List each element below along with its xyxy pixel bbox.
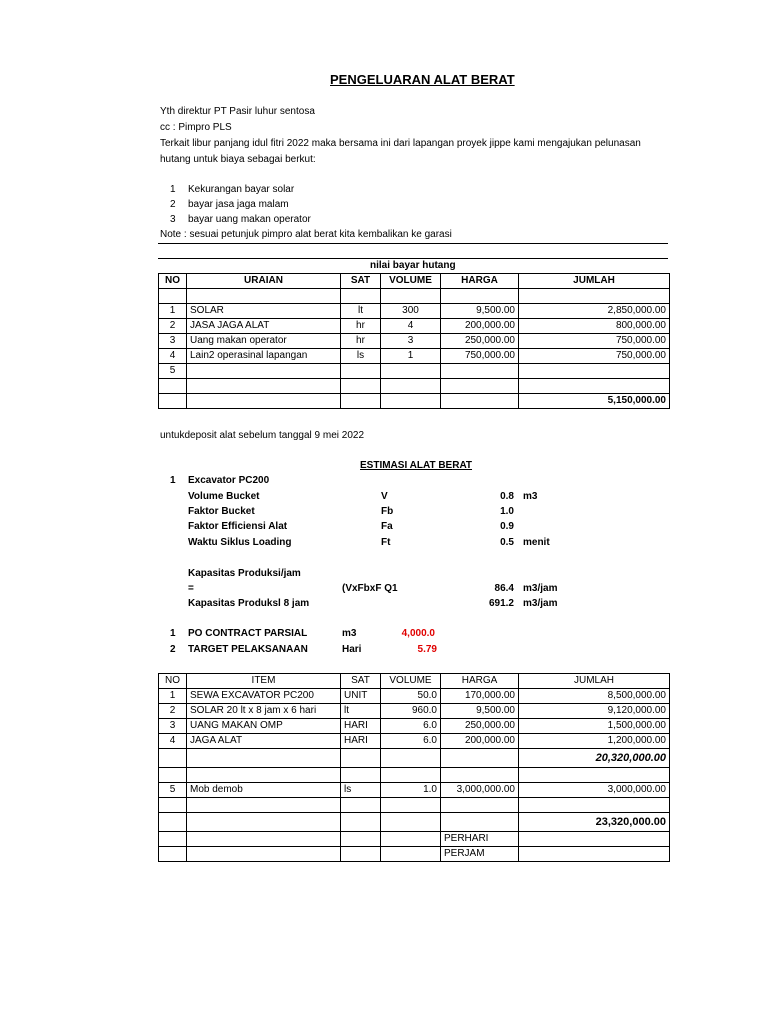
cell-price: 250,000.00 bbox=[441, 334, 519, 349]
cell-volume: 50.0 bbox=[381, 689, 441, 704]
page-title: PENGELUARAN ALAT BERAT bbox=[330, 72, 515, 87]
table-header-row bbox=[159, 674, 670, 689]
divider bbox=[158, 258, 668, 259]
cell-unit: lt bbox=[341, 704, 381, 719]
cell-volume: 6.0 bbox=[381, 734, 441, 749]
capacity-formula: (VxFbxF Q1 bbox=[342, 583, 398, 594]
table-row bbox=[159, 719, 670, 734]
table-row bbox=[159, 349, 670, 364]
table-row bbox=[159, 798, 670, 813]
table-row bbox=[159, 832, 670, 847]
table-row bbox=[159, 289, 670, 304]
cell-price: 200,000.00 bbox=[441, 319, 519, 334]
equipment-number: 1 bbox=[170, 475, 176, 486]
column-header: URAIAN bbox=[187, 274, 341, 289]
cell-volume: 4 bbox=[381, 319, 441, 334]
param-label: Faktor Efficiensi Alat bbox=[188, 521, 288, 532]
list-item-number: 1 bbox=[170, 184, 176, 195]
table-row bbox=[159, 304, 670, 319]
estimate-title: ESTIMASI ALAT BERAT bbox=[360, 460, 473, 471]
cost-table bbox=[158, 673, 670, 862]
letter-body-line2: hutang untuk biaya sebagai berkut: bbox=[160, 154, 316, 165]
cell-no: 5 bbox=[159, 364, 187, 379]
target-label: TARGET PELAKSANAAN bbox=[188, 644, 308, 655]
table-header-row bbox=[159, 274, 670, 289]
cell-item: Mob demob bbox=[187, 783, 341, 798]
cell-amount: 750,000.00 bbox=[519, 334, 670, 349]
cell-volume: 960.0 bbox=[381, 704, 441, 719]
capacity-8h-unit: m3/jam bbox=[523, 598, 558, 609]
column-header: HARGA bbox=[441, 674, 519, 689]
list-item: bayar jasa jaga malam bbox=[188, 199, 289, 210]
po-label: PO CONTRACT PARSIAL bbox=[188, 628, 308, 639]
table-row bbox=[159, 334, 670, 349]
param-unit: m3 bbox=[523, 491, 538, 502]
list-item: bayar uang makan operator bbox=[188, 214, 311, 225]
capacity-unit: m3/jam bbox=[523, 583, 558, 594]
column-header: SAT bbox=[341, 274, 381, 289]
param-label: Waktu Siklus Loading bbox=[188, 537, 292, 548]
cell-price: 170,000.00 bbox=[441, 689, 519, 704]
param-symbol: Ft bbox=[381, 537, 391, 548]
cell-volume: 300 bbox=[381, 304, 441, 319]
letter-recipient: Yth direktur PT Pasir luhur sentosa bbox=[160, 106, 315, 117]
cell-perhari: PERHARI bbox=[441, 832, 519, 847]
list-item-number: 3 bbox=[170, 214, 176, 225]
debt-table bbox=[158, 273, 670, 409]
cell-item: UANG MAKAN OMP bbox=[187, 719, 341, 734]
column-header: ITEM bbox=[187, 674, 341, 689]
table-row bbox=[159, 768, 670, 783]
cell-price: 200,000.00 bbox=[441, 734, 519, 749]
cell-amount: 1,200,000.00 bbox=[519, 734, 670, 749]
cell-unit: hr bbox=[341, 319, 381, 334]
column-header: NO bbox=[159, 274, 187, 289]
param-symbol: V bbox=[381, 491, 388, 502]
cell-item: SEWA EXCAVATOR PC200 bbox=[187, 689, 341, 704]
table-row bbox=[159, 704, 670, 719]
capacity-value: 86.4 bbox=[494, 583, 514, 594]
cell-amount: 750,000.00 bbox=[519, 349, 670, 364]
letter-note: Note : sesuai petunjuk pimpro alat berat kita kembalikan ke garasi bbox=[160, 229, 452, 240]
cell-unit: UNIT bbox=[341, 689, 381, 704]
cell-price: 3,000,000.00 bbox=[441, 783, 519, 798]
table-grand-total-row bbox=[159, 813, 670, 832]
cell-amount: 800,000.00 bbox=[519, 319, 670, 334]
param-symbol: Fa bbox=[381, 521, 393, 532]
target-number: 2 bbox=[170, 644, 176, 655]
letter-body-line1: Terkait libur panjang idul fitri 2022 maka bersama ini dari lapangan proyek jippe kami mengajukan pelunasan bbox=[160, 138, 641, 149]
cell-price: 250,000.00 bbox=[441, 719, 519, 734]
cell-amount: 9,120,000.00 bbox=[519, 704, 670, 719]
cell-volume: 1.0 bbox=[381, 783, 441, 798]
cell-volume: 1 bbox=[381, 349, 441, 364]
column-header: JUMLAH bbox=[519, 674, 670, 689]
cell-unit: lt bbox=[341, 304, 381, 319]
table-total-row bbox=[159, 394, 670, 409]
po-value: 4,000.0 bbox=[401, 628, 435, 639]
cost-grand-total: 23,320,000.00 bbox=[519, 813, 670, 832]
cell-no: 4 bbox=[159, 349, 187, 364]
cell-unit: ls bbox=[341, 349, 381, 364]
deposit-note: untukdeposit alat sebelum tanggal 9 mei 2022 bbox=[160, 430, 365, 441]
list-item: Kekurangan bayar solar bbox=[188, 184, 295, 195]
param-unit: menit bbox=[523, 537, 550, 548]
cell-no: 3 bbox=[159, 334, 187, 349]
cell-no: 2 bbox=[159, 704, 187, 719]
column-header: JUMLAH bbox=[519, 274, 670, 289]
table-row bbox=[159, 783, 670, 798]
param-value: 0.9 bbox=[500, 521, 514, 532]
cell-no: 1 bbox=[159, 689, 187, 704]
debt-total: 5,150,000.00 bbox=[519, 394, 670, 409]
cell-amount: 2,850,000.00 bbox=[519, 304, 670, 319]
cell-unit: HARI bbox=[341, 719, 381, 734]
cell-no: 4 bbox=[159, 734, 187, 749]
cell-volume: 3 bbox=[381, 334, 441, 349]
cell-price: 9,500.00 bbox=[441, 704, 519, 719]
column-header: VOLUME bbox=[381, 674, 441, 689]
target-unit: Hari bbox=[342, 644, 362, 655]
target-value: 5.79 bbox=[417, 644, 437, 655]
cost-subtotal: 20,320,000.00 bbox=[519, 749, 670, 768]
cell-amount: 1,500,000.00 bbox=[519, 719, 670, 734]
po-number: 1 bbox=[170, 628, 176, 639]
list-item-number: 2 bbox=[170, 199, 176, 210]
cell-no: 3 bbox=[159, 719, 187, 734]
cell-description: Lain2 operasinal lapangan bbox=[187, 349, 341, 364]
param-label: Faktor Bucket bbox=[188, 506, 255, 517]
cell-unit: HARI bbox=[341, 734, 381, 749]
cell-amount: 3,000,000.00 bbox=[519, 783, 670, 798]
po-unit: m3 bbox=[342, 628, 357, 639]
table-row bbox=[159, 379, 670, 394]
cell-amount: 8,500,000.00 bbox=[519, 689, 670, 704]
cell-description: JASA JAGA ALAT bbox=[187, 319, 341, 334]
cell-volume: 6.0 bbox=[381, 719, 441, 734]
capacity-8h-label: Kapasitas Produksl 8 jam bbox=[188, 598, 310, 609]
table-row bbox=[159, 364, 670, 379]
column-header: NO bbox=[159, 674, 187, 689]
column-header: SAT bbox=[341, 674, 381, 689]
param-value: 0.5 bbox=[500, 537, 514, 548]
param-value: 1.0 bbox=[500, 506, 514, 517]
cell-perjam: PERJAM bbox=[441, 847, 519, 862]
letter-cc: cc : Pimpro PLS bbox=[160, 122, 232, 133]
column-header: HARGA bbox=[441, 274, 519, 289]
table-row bbox=[159, 689, 670, 704]
cell-description: SOLAR bbox=[187, 304, 341, 319]
capacity-8h-value: 691.2 bbox=[488, 598, 514, 609]
cell-unit: hr bbox=[341, 334, 381, 349]
cell-no: 2 bbox=[159, 319, 187, 334]
cell-unit: ls bbox=[341, 783, 381, 798]
equipment-name: Excavator PC200 bbox=[188, 475, 270, 486]
param-label: Volume Bucket bbox=[188, 491, 260, 502]
cell-item: JAGA ALAT bbox=[187, 734, 341, 749]
cell-description: Uang makan operator bbox=[187, 334, 341, 349]
cell-price: 9,500.00 bbox=[441, 304, 519, 319]
debt-table-caption: nilai bayar hutang bbox=[370, 260, 456, 271]
table-subtotal-row bbox=[159, 749, 670, 768]
capacity-label: Kapasitas Produksi/jam bbox=[188, 568, 301, 579]
table-row bbox=[159, 734, 670, 749]
table-row bbox=[159, 847, 670, 862]
param-symbol: Fb bbox=[381, 506, 394, 517]
cell-price: 750,000.00 bbox=[441, 349, 519, 364]
table-row bbox=[159, 319, 670, 334]
column-header: VOLUME bbox=[381, 274, 441, 289]
cell-no: 5 bbox=[159, 783, 187, 798]
capacity-equals: = bbox=[188, 583, 194, 594]
param-value: 0.8 bbox=[500, 491, 514, 502]
cell-item: SOLAR 20 lt x 8 jam x 6 hari bbox=[187, 704, 341, 719]
cell-no: 1 bbox=[159, 304, 187, 319]
divider bbox=[158, 243, 668, 244]
